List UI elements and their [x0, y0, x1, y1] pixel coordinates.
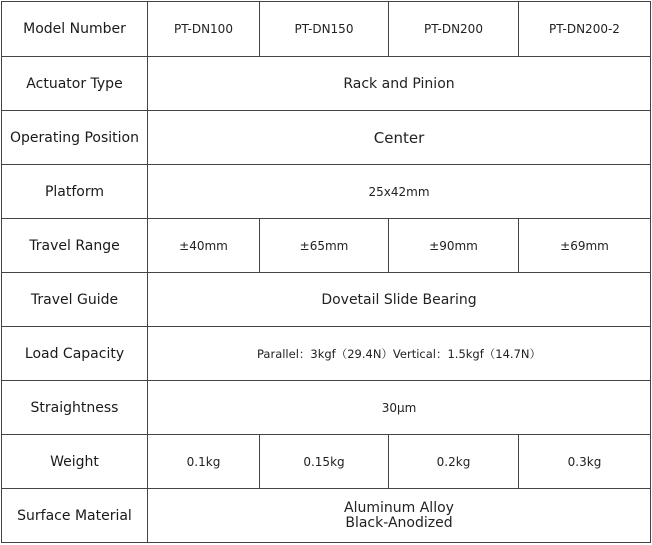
- row-model-number: [2, 2, 651, 57]
- travel-range-label: Travel Range: [2, 219, 148, 273]
- row-travel-guide: [2, 273, 651, 327]
- travel-range-cell: ±69mm: [519, 219, 651, 273]
- weight-cell: 0.2kg: [389, 435, 519, 489]
- load-capacity-value: Parallel：3kgf（29.4N）Vertical：1.5kgf（14.7N）: [148, 327, 651, 381]
- row-actuator-type: [2, 57, 651, 111]
- straightness-value: 30μm: [148, 381, 651, 435]
- row-straightness: [2, 381, 651, 435]
- travel-range-cell: ±40mm: [148, 219, 260, 273]
- travel-range-cell: ±90mm: [389, 219, 519, 273]
- row-load-capacity: [2, 327, 651, 381]
- travel-guide-label: Travel Guide: [2, 273, 148, 327]
- row-operating-position: [2, 111, 651, 165]
- actuator-type-value: Rack and Pinion: [148, 57, 651, 111]
- row-platform: [2, 165, 651, 219]
- row-surface-material: [2, 489, 651, 543]
- platform-label: Platform: [2, 165, 148, 219]
- row-travel-range: [2, 219, 651, 273]
- surface-material-value: [148, 489, 651, 543]
- travel-range-cell: ±65mm: [260, 219, 389, 273]
- model-number-cell: PT-DN100: [148, 2, 260, 57]
- platform-value: 25x42mm: [148, 165, 651, 219]
- surface-material-label: Surface Material: [2, 489, 148, 543]
- model-number-cell: PT-DN200-2: [519, 2, 651, 57]
- operating-position-value: Center: [148, 111, 651, 165]
- weight-label: Weight: [2, 435, 148, 489]
- straightness-label: Straightness: [2, 381, 148, 435]
- load-capacity-label: Load Capacity: [2, 327, 148, 381]
- surface-material-line-2: Black-Anodized: [345, 514, 453, 531]
- weight-cell: 0.1kg: [148, 435, 260, 489]
- model-number-label: Model Number: [2, 2, 148, 57]
- weight-cell: 0.15kg: [260, 435, 389, 489]
- model-number-cell: PT-DN200: [389, 2, 519, 57]
- travel-guide-value: Dovetail Slide Bearing: [148, 273, 651, 327]
- surface-material-line-1: Aluminum Alloy: [344, 499, 454, 516]
- operating-position-label: Operating Position: [2, 111, 148, 165]
- model-number-cell: PT-DN150: [260, 2, 389, 57]
- actuator-type-label: Actuator Type: [2, 57, 148, 111]
- weight-cell: 0.3kg: [519, 435, 651, 489]
- specification-table: [1, 1, 651, 543]
- row-weight: [2, 435, 651, 489]
